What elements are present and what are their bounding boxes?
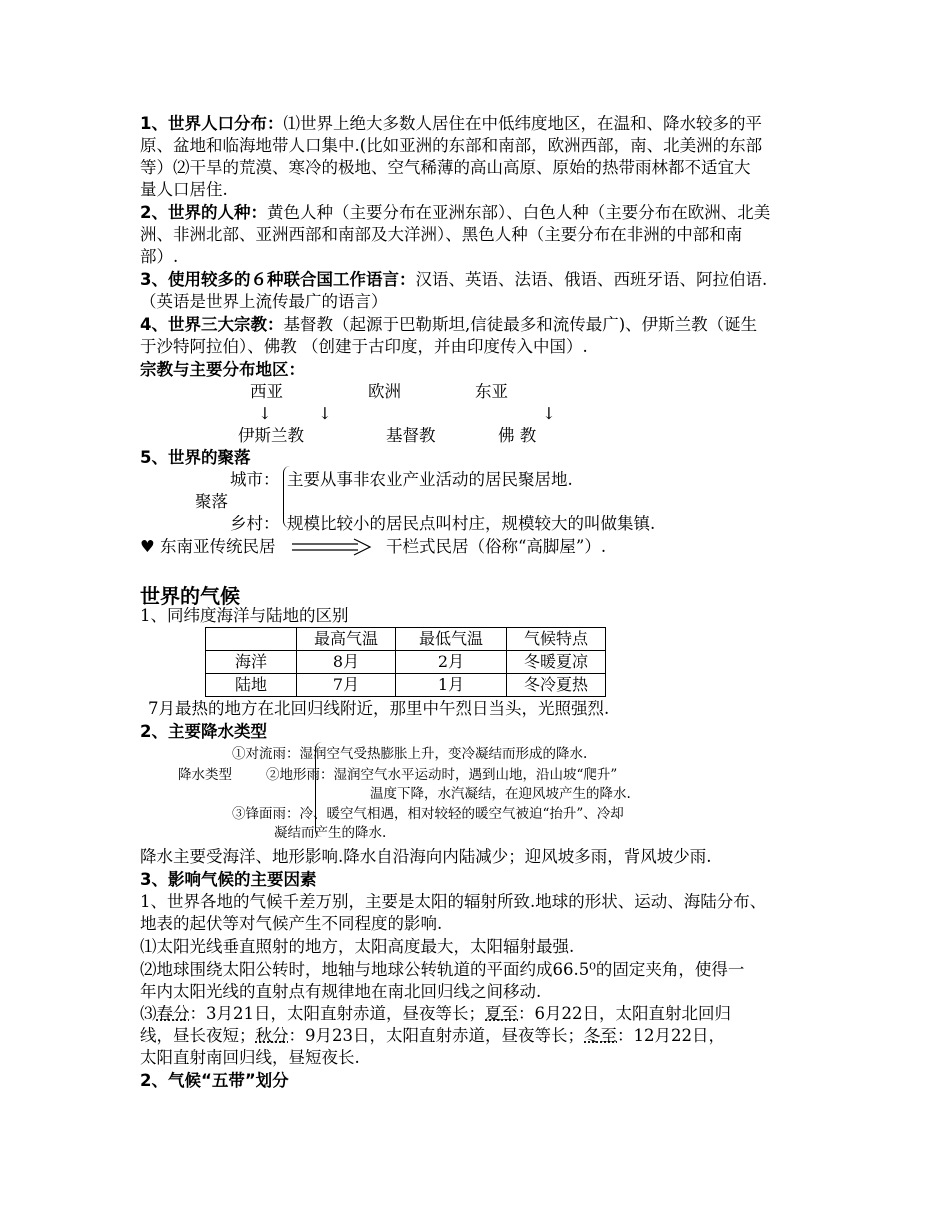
s2-text1: 黄色人种（主要分布在亚洲东部）、白色人种（主要分布在欧洲、北美 bbox=[266, 203, 771, 222]
precip-note: 降水主要受海洋、地形影响.降水自沿海向内陆减少；迎风坡多雨，背风坡少雨. bbox=[140, 847, 712, 866]
factor-3b: 年内太阳光线的直射点有规律地在南北回归线之间移动. bbox=[140, 982, 542, 1001]
s4-line1 bbox=[140, 314, 757, 336]
factor-4b-end: ：12月22日， bbox=[617, 1026, 725, 1045]
s2-line1 bbox=[140, 202, 770, 224]
climate-c1-title: 1、同纬度海洋与陆地的区别 bbox=[140, 606, 349, 625]
precip-brace bbox=[315, 742, 322, 837]
factor-1b: 地表的起伏等对气候产生不同程度的影响. bbox=[140, 914, 443, 933]
s3-title: 3、使用较多的６种联合国工作语言： bbox=[140, 270, 416, 289]
s1-title: 1、世界人口分布： bbox=[140, 114, 284, 133]
autumn-equinox-term: 秋分 bbox=[255, 1026, 289, 1045]
religion-islam: 伊斯兰教 bbox=[238, 426, 304, 445]
factor-3a: ⑵地球围绕太阳公转时，地轴与地球公转轨道的平面约成66.5⁰的固定夹角，使得一 bbox=[140, 960, 745, 979]
table-header-row bbox=[206, 628, 606, 651]
winter-solstice-term: 冬至 bbox=[584, 1026, 617, 1045]
down-arrow-icon: ↓ bbox=[542, 404, 556, 423]
s1-line4: 量人口居住. bbox=[140, 180, 228, 199]
factor-4-marker: ⑶ bbox=[140, 1004, 157, 1023]
settlement-city-label: 城市： bbox=[230, 470, 280, 489]
s1-line3: 等）⑵干旱的荒漠、寒冷的极地、空气稀薄的高山高原、原始的热带雨林都不适宜大 bbox=[140, 158, 751, 177]
factor-4a bbox=[140, 1003, 731, 1025]
table-header-cell bbox=[206, 628, 297, 651]
factor-4c: 太阳直射南回归线，昼短夜长. bbox=[140, 1048, 360, 1067]
precip-orographic-1: ②地形雨：湿润空气水平运动时，遇到山地，沿山坡“爬升” bbox=[266, 767, 618, 783]
table-row bbox=[206, 651, 606, 674]
climate-c2-title: 2、主要降水类型 bbox=[140, 722, 267, 741]
table-cell: 冬暖夏凉 bbox=[507, 651, 606, 674]
religion-christianity: 基督教 bbox=[386, 426, 436, 445]
s3-line1 bbox=[140, 269, 767, 291]
s2-line3: 部）. bbox=[140, 247, 179, 266]
table-cell: 2月 bbox=[396, 651, 507, 674]
table-cell: 1月 bbox=[396, 674, 507, 697]
precip-orographic-2: 温度下降，水汽凝结，在迎风坡产生的降水. bbox=[370, 786, 631, 802]
summer-solstice-term: 夏至 bbox=[485, 1004, 518, 1023]
factor-2: ⑴太阳光线垂直照射的地方，太阳高度最大，太阳辐射最强. bbox=[140, 937, 575, 956]
precip-frontal-2: 凝结而产生的降水. bbox=[274, 825, 387, 841]
s4-line2: 于沙特阿拉伯）、佛教 （创建于古印度，并由印度传入中国）. bbox=[140, 337, 588, 356]
table-row bbox=[206, 674, 606, 697]
climate-heading: 世界的气候 bbox=[140, 584, 240, 608]
down-arrow-icon: ↓ bbox=[258, 404, 272, 423]
climate-table bbox=[205, 627, 606, 697]
table-header-cell: 最低气温 bbox=[396, 628, 507, 651]
climate-c4-title: 2、气候“五带”划分 bbox=[140, 1071, 289, 1090]
s4-title: 4、世界三大宗教： bbox=[140, 315, 284, 334]
s3-text1: 汉语、英语、法语、俄语、西班牙语、阿拉伯语. bbox=[415, 270, 768, 289]
table-cell: 7月 bbox=[297, 674, 396, 697]
precip-frontal-1: ③锋面雨：冷、暖空气相遇，相对较轻的暖空气被迫“抬升”、冷却 bbox=[232, 806, 624, 822]
factor-4b-mid: ：9月23日，太阳直射赤道，昼夜等长； bbox=[288, 1026, 584, 1045]
spring-equinox-term: 春分 bbox=[156, 1004, 190, 1023]
s5-title: 5、世界的聚落 bbox=[140, 448, 251, 467]
s1-text1: ⑴世界上绝大多数人居住在中低纬度地区，在温和、降水较多的平 bbox=[283, 114, 762, 133]
s2-line2: 洲、非洲北部、亚洲西部和南部及大洋洲）、黑色人种（主要分布在非洲的中部和南 bbox=[140, 225, 743, 244]
factor-4b-pre: 线，昼长夜短； bbox=[140, 1026, 256, 1045]
religion-buddhism: 佛 教 bbox=[498, 426, 537, 445]
settlement-village-label: 乡村： bbox=[230, 514, 280, 533]
house-left-text: ♥ 东南亚传统民居 bbox=[140, 537, 276, 556]
s3-line2: （英语是世界上流传最广的语言） bbox=[140, 292, 388, 311]
settlement-village-text: 规模比较小的居民点叫村庄，规模较大的叫做集镇. bbox=[287, 514, 656, 533]
s1-line2: 原、盆地和临海地带人口集中.(比如亚洲的东部和南部，欧洲西部，南、北美洲的东部 bbox=[140, 136, 763, 155]
s1-line1 bbox=[140, 113, 762, 135]
factor-4a-end: ：6月22日，太阳直射北回归 bbox=[518, 1004, 731, 1023]
table-header-cell: 气候特点 bbox=[507, 628, 606, 651]
region-east-asia: 东亚 bbox=[475, 382, 508, 401]
down-arrow-icon: ↓ bbox=[318, 404, 332, 423]
house-right-text: 干栏式民居（俗称“高脚屋”）. bbox=[386, 537, 607, 556]
precip-type-label: 降水类型 bbox=[178, 767, 232, 783]
factor-4a-mid: ：3月21日，太阳直射赤道，昼夜等长； bbox=[189, 1004, 485, 1023]
climate-c3-title: 3、影响气候的主要因素 bbox=[140, 870, 317, 889]
settlement-city-text: 主要从事非农业产业活动的居民聚居地. bbox=[287, 470, 573, 489]
settlement-group-label: 聚落 bbox=[195, 492, 228, 511]
factor-4b bbox=[140, 1025, 725, 1047]
factor-1a: 1、世界各地的气候千差万别，主要是太阳的辐射所致.地球的形状、运动、海陆分布、 bbox=[140, 892, 767, 911]
table-header-cell: 最高气温 bbox=[297, 628, 396, 651]
s4-text1: 基督教（起源于巴勒斯坦,信徒最多和流传最广)、伊斯兰教（诞生 bbox=[283, 315, 758, 334]
s2-title: 2、世界的人种： bbox=[140, 203, 267, 222]
region-europe: 欧洲 bbox=[368, 382, 401, 401]
double-arrow-icon bbox=[292, 538, 374, 556]
religion-distribution-title: 宗教与主要分布地区： bbox=[140, 360, 305, 379]
table-cell: 冬冷夏热 bbox=[507, 674, 606, 697]
table-cell: 8月 bbox=[297, 651, 396, 674]
region-west-asia: 西亚 bbox=[250, 382, 283, 401]
precip-convective: ①对流雨：湿润空气受热膨胀上升，变冷凝结而形成的降水. bbox=[232, 746, 588, 762]
hot-place-note: 7月最热的地方在北回归线附近，那里中午烈日当头，光照强烈. bbox=[148, 699, 610, 718]
table-cell: 陆地 bbox=[206, 674, 297, 697]
table-cell: 海洋 bbox=[206, 651, 297, 674]
